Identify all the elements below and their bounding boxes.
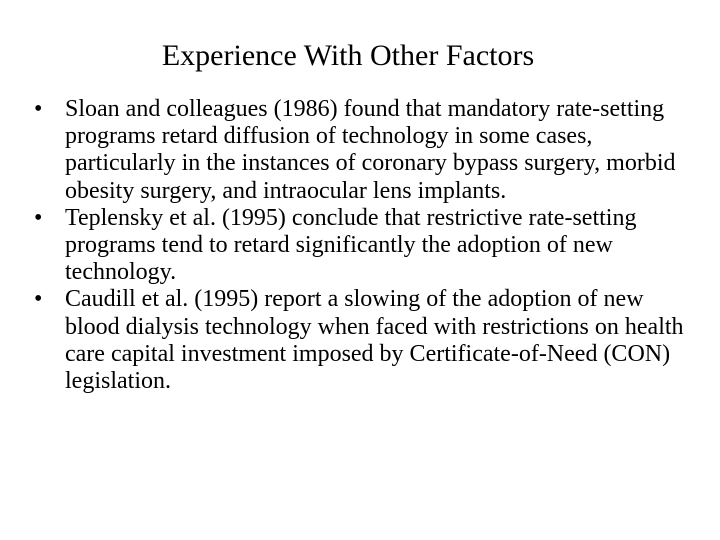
slide-title: Experience With Other Factors xyxy=(161,39,535,72)
bullet-item-caudill xyxy=(34,286,702,395)
bullet-item-teplensky xyxy=(34,205,702,287)
bullet-text: Caudill et al. (1995) report a slowing of the adoption of new blood dialysis technology when faced with restrictions on health care capital investment imposed by Certificate-of-Need (CON) legislation. xyxy=(65,286,684,395)
bullet-marker: • xyxy=(34,286,43,313)
bullet-text: Sloan and colleagues (1986) found that mandatory rate-setting programs retard diffusion of technology in some cases, particularly in the instances of coronary bypass surgery, morbid obesity surgery, and intraocular lens implants. xyxy=(65,96,676,204)
bullet-text: Teplensky et al. (1995) conclude that restrictive rate-setting programs tend to retard significantly the adoption of new technology. xyxy=(65,204,637,286)
bullet-marker: • xyxy=(34,96,43,122)
bullet-item-sloan xyxy=(34,96,702,205)
bullet-marker: • xyxy=(34,204,43,231)
bullet-list xyxy=(34,96,702,395)
